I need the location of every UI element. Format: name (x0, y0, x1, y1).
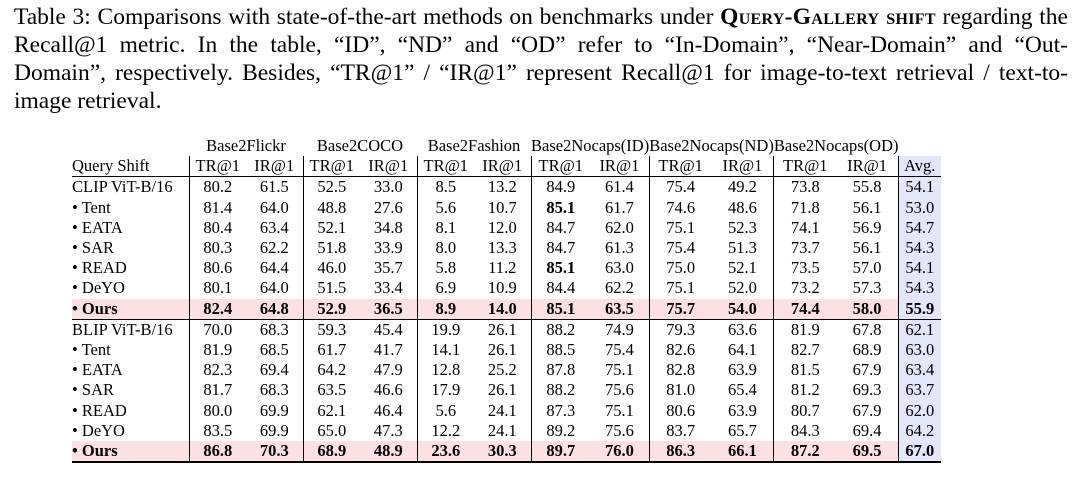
table-cell: 51.8 (303, 238, 360, 258)
table-cell: 58.0 (836, 299, 898, 320)
table-cell: 27.6 (373, 197, 403, 217)
table-cell: 51.3 (728, 238, 757, 258)
table-cell: 8.0 (417, 238, 474, 258)
table-cell: 88.2 (531, 319, 590, 340)
table-cell: 64.0 (259, 278, 289, 298)
avg-cell: 53.0 (899, 198, 941, 218)
avg-cell: 54.1 (899, 177, 941, 198)
row-label: • Tent (72, 340, 111, 360)
table-cell: 47.9 (373, 360, 403, 380)
table-cell: 74.4 (774, 299, 836, 320)
sub-header: TR@1 (531, 156, 590, 177)
avg-cell: 54.3 (899, 238, 941, 258)
table-cell: 62.1 (303, 401, 360, 421)
table-cell: 80.7 (774, 401, 836, 421)
table-cell: 62.2 (259, 238, 289, 258)
table-cell: 62.2 (604, 278, 634, 298)
table-cell: 73.2 (774, 278, 836, 298)
caption-shift-name: Query-Gallery shift (720, 4, 936, 30)
table-cell: 5.6 (417, 198, 474, 218)
table-cell: 8.5 (417, 177, 474, 198)
table-cell: 69.9 (259, 400, 289, 420)
table-cell: 69.4 (852, 420, 882, 440)
table-cell: 79.3 (649, 319, 711, 340)
table-cell: 25.2 (487, 360, 517, 380)
group-header: Base2Fashion (427, 136, 521, 155)
method-row (72, 278, 941, 298)
table-cell: 82.4 (189, 299, 246, 320)
method-row (72, 340, 941, 360)
table-cell: 19.9 (417, 319, 474, 340)
table-cell: 59.3 (303, 319, 360, 340)
row-label: • EATA (72, 217, 123, 237)
table-cell: 35.7 (373, 258, 403, 278)
table-cell: 64.1 (728, 340, 757, 360)
group-header: Base2Nocaps(OD) (773, 136, 899, 155)
table-cell: 36.5 (360, 299, 417, 320)
table-cell: 49.2 (728, 177, 757, 197)
table-cell: 52.1 (728, 258, 757, 278)
table-cell: 68.3 (259, 380, 289, 400)
method-row (72, 401, 941, 421)
table-cell: 56.1 (852, 238, 882, 258)
avg-header: Avg. (899, 156, 941, 177)
table-cell: 65.7 (728, 420, 757, 440)
table-cell: 82.6 (649, 340, 711, 360)
table-cell: 26.1 (474, 319, 531, 340)
table-cell: 57.3 (852, 278, 882, 298)
table-cell: 89.7 (531, 441, 590, 462)
sub-header: TR@1 (189, 156, 246, 177)
table-cell: 69.5 (836, 441, 898, 462)
table-cell: 6.9 (417, 278, 474, 298)
avg-cell: 63.4 (899, 360, 941, 380)
table-cell: 23.6 (417, 441, 474, 462)
table-cell: 75.7 (649, 299, 711, 320)
method-row (72, 198, 941, 218)
table-cell: 69.4 (259, 360, 289, 380)
caption-text-2: regarding the Recall@1 metric. In the table, “ID”, “ND” and “OD” refer to “In-Domain”, “Near-Domain” and “Out-Domain”, respectively. Besides, “TR@1” / “IR@1” represent Recall@1 for image-to-text retrieval / text-to-image retrieval. (14, 4, 1068, 114)
table-cell: 75.1 (649, 278, 711, 298)
table-cell: 33.9 (373, 238, 403, 258)
table-cell: 54.0 (712, 299, 774, 320)
avg-cell: 63.7 (899, 380, 941, 400)
table-cell: 81.0 (649, 380, 711, 400)
table-cell: 82.3 (189, 360, 246, 380)
table-cell: 14.1 (417, 340, 474, 360)
table-cell: 61.7 (303, 340, 360, 360)
row-label: • READ (72, 400, 127, 420)
baseline-row (72, 319, 941, 340)
table-cell: 74.6 (649, 198, 711, 218)
row-label: • DeYO (72, 278, 125, 298)
table-cell: 68.3 (246, 319, 303, 340)
row-label: • Ours (72, 299, 189, 320)
table-cell: 17.9 (417, 380, 474, 400)
row-label: • SAR (72, 238, 114, 258)
avg-cell: 62.0 (899, 401, 941, 421)
table-cell: 73.8 (774, 177, 836, 198)
table-cell: 85.1 (531, 258, 590, 278)
avg-cell: 67.0 (899, 441, 941, 462)
method-row (72, 421, 941, 441)
table-cell: 83.7 (649, 421, 711, 441)
table-cell: 14.0 (474, 299, 531, 320)
sub-header: TR@1 (774, 156, 836, 177)
table-cell: 75.1 (604, 360, 634, 380)
table-cell: 81.5 (774, 360, 836, 380)
table-cell: 52.5 (303, 177, 360, 198)
table-cell: 11.2 (488, 258, 517, 278)
table-cell: 63.9 (728, 360, 757, 380)
table-cell: 75.0 (649, 258, 711, 278)
table-cell: 81.2 (774, 380, 836, 400)
row-label: • SAR (72, 380, 114, 400)
sub-header: IR@1 (246, 156, 303, 177)
row-header: Query Shift (72, 156, 189, 177)
method-row (72, 380, 941, 400)
table-cell: 70.3 (246, 441, 303, 462)
table-cell: 68.9 (303, 441, 360, 462)
table-cell: 82.8 (649, 360, 711, 380)
results-table (72, 136, 941, 463)
table-cell: 85.1 (531, 198, 590, 218)
table-cell: 34.8 (373, 217, 403, 237)
table-cell: 63.9 (728, 400, 757, 420)
table-cell: 67.9 (852, 360, 882, 380)
blip-section (72, 319, 941, 462)
table-cell: 5.8 (417, 258, 474, 278)
table-cell: 13.3 (487, 238, 517, 258)
table-cell: 75.1 (604, 400, 634, 420)
table-cell: 64.8 (246, 299, 303, 320)
table-cell: 10.9 (487, 278, 517, 298)
avg-cell: 54.3 (899, 278, 941, 298)
row-label: BLIP ViT-B/16 (72, 319, 189, 340)
table-cell: 75.1 (649, 218, 711, 238)
table-cell: 63.5 (303, 380, 360, 400)
table-cell: 75.6 (604, 420, 634, 440)
sub-header: TR@1 (417, 156, 474, 177)
table-cell: 52.1 (303, 218, 360, 238)
table-cell: 52.0 (728, 278, 757, 298)
table-cell: 55.8 (852, 177, 882, 197)
table-cell: 87.2 (774, 441, 836, 462)
sub-header: IR@1 (590, 156, 649, 177)
group-header: Base2Nocaps(ID) (531, 136, 650, 155)
group-header: Base2COCO (316, 136, 404, 155)
table-cell: 24.1 (487, 420, 517, 440)
table-cell: 63.6 (712, 319, 774, 340)
table-cell: 63.0 (604, 258, 634, 278)
table-cell: 80.4 (189, 218, 246, 238)
row-label: • DeYO (72, 420, 125, 440)
table-cell: 80.0 (189, 401, 246, 421)
method-row (72, 218, 941, 238)
table-cell: 81.4 (189, 198, 246, 218)
table-cell: 62.0 (604, 217, 634, 237)
method-row (72, 299, 941, 320)
table-cell: 65.4 (728, 380, 757, 400)
sub-header: IR@1 (836, 156, 898, 177)
baseline-row (72, 177, 941, 198)
row-label: • Tent (72, 197, 111, 217)
table-cell: 84.4 (531, 278, 590, 298)
table-cell: 88.2 (531, 380, 590, 400)
table-cell: 56.1 (852, 197, 882, 217)
row-label: • READ (72, 258, 127, 278)
table-cell: 84.9 (531, 177, 590, 198)
table-cell: 89.2 (531, 421, 590, 441)
table-cell: 84.3 (774, 421, 836, 441)
table-cell: 84.7 (531, 238, 590, 258)
table-cell: 86.3 (649, 441, 711, 462)
table-cell: 81.9 (774, 319, 836, 340)
table-cell: 48.8 (303, 198, 360, 218)
table-cell: 74.9 (590, 319, 649, 340)
table-cell: 80.6 (649, 401, 711, 421)
table-cell: 88.5 (531, 340, 590, 360)
sub-header: IR@1 (474, 156, 531, 177)
table-cell: 8.1 (417, 218, 474, 238)
avg-cell: 62.1 (899, 319, 941, 340)
table-cell: 45.4 (360, 319, 417, 340)
table-cell: 46.6 (373, 380, 403, 400)
table-cell: 70.0 (189, 319, 246, 340)
table-cell: 61.5 (259, 177, 289, 197)
table-cell: 48.6 (728, 197, 757, 217)
avg-cell: 63.0 (899, 340, 941, 360)
caption-text-1: Table 3: Comparisons with state-of-the-art methods on benchmarks under (14, 4, 721, 30)
table-cell: 12.0 (487, 217, 517, 237)
table-cell: 81.9 (189, 340, 246, 360)
table-cell: 75.4 (649, 177, 711, 198)
table-cell: 64.0 (259, 197, 289, 217)
table-cell: 68.9 (852, 340, 882, 360)
row-label: • Ours (72, 441, 189, 462)
method-row (72, 360, 941, 380)
table-cell: 26.1 (487, 380, 517, 400)
avg-cell: 55.9 (899, 299, 941, 320)
table-cell: 8.9 (417, 299, 474, 320)
sub-header: TR@1 (303, 156, 360, 177)
table-cell: 68.5 (259, 340, 289, 360)
table-cell: 51.5 (303, 278, 360, 298)
table-cell: 41.7 (373, 340, 403, 360)
avg-cell: 64.2 (899, 421, 941, 441)
table-cell: 67.8 (836, 319, 898, 340)
table-cell: 5.6 (417, 401, 474, 421)
table-cell: 52.3 (728, 217, 757, 237)
table-cell: 64.4 (259, 258, 289, 278)
table-cell: 83.5 (189, 421, 246, 441)
table-cell: 12.8 (417, 360, 474, 380)
table-cell: 52.9 (303, 299, 360, 320)
sub-header: IR@1 (360, 156, 417, 177)
table-cell: 82.7 (774, 340, 836, 360)
method-row (72, 238, 941, 258)
table-cell: 86.8 (189, 441, 246, 462)
table-cell: 80.6 (189, 258, 246, 278)
table-cell: 47.3 (373, 420, 403, 440)
table-cell: 24.1 (487, 400, 517, 420)
table-cell: 61.4 (604, 177, 634, 197)
table-cell: 81.7 (189, 380, 246, 400)
row-label: • EATA (72, 360, 123, 380)
table-cell: 13.2 (487, 177, 517, 197)
table-cell: 84.7 (531, 218, 590, 238)
method-row (72, 441, 941, 462)
table-cell: 57.0 (852, 258, 882, 278)
table-cell: 63.5 (590, 299, 649, 320)
avg-cell: 54.7 (899, 218, 941, 238)
table-cell: 46.4 (373, 400, 403, 420)
table-cell: 48.9 (360, 441, 417, 462)
row-label: CLIP ViT-B/16 (72, 177, 173, 197)
avg-cell: 54.1 (899, 258, 941, 278)
group-header: Base2Nocaps(ND) (649, 136, 774, 155)
table-cell: 73.7 (774, 238, 836, 258)
table-cell: 80.3 (189, 238, 246, 258)
table-caption (14, 3, 1068, 115)
table-cell: 73.5 (774, 258, 836, 278)
table-cell: 33.0 (373, 177, 403, 197)
sub-header: IR@1 (712, 156, 774, 177)
table-cell: 12.2 (417, 421, 474, 441)
group-header: Base2Flickr (206, 136, 286, 155)
table-cell: 69.9 (259, 420, 289, 440)
table-cell: 80.1 (189, 278, 246, 298)
table-cell: 67.9 (852, 400, 882, 420)
group-header-row (72, 136, 941, 156)
table-cell: 75.4 (604, 340, 634, 360)
table-cell: 69.3 (852, 380, 882, 400)
table-cell: 63.4 (259, 217, 289, 237)
table-cell: 85.1 (531, 299, 590, 320)
table-cell: 46.0 (303, 258, 360, 278)
method-row (72, 258, 941, 278)
table-cell: 33.4 (373, 278, 403, 298)
table-cell: 61.7 (604, 197, 634, 217)
table-cell: 75.4 (649, 238, 711, 258)
table-cell: 10.7 (487, 197, 517, 217)
table-cell: 65.0 (303, 421, 360, 441)
table-cell: 64.2 (303, 360, 360, 380)
sub-header-row (72, 156, 941, 177)
table-cell: 71.8 (774, 198, 836, 218)
table-cell: 75.6 (604, 380, 634, 400)
table-cell: 26.1 (487, 340, 517, 360)
table-cell: 87.8 (531, 360, 590, 380)
table-cell: 87.3 (531, 401, 590, 421)
table-cell: 80.2 (189, 177, 246, 198)
clip-section (72, 177, 941, 319)
sub-header: TR@1 (649, 156, 711, 177)
table-cell: 56.9 (852, 217, 882, 237)
table-cell: 66.1 (712, 441, 774, 462)
table-cell: 74.1 (774, 218, 836, 238)
table-cell: 30.3 (474, 441, 531, 462)
table-cell: 76.0 (590, 441, 649, 462)
table-cell: 61.3 (604, 238, 634, 258)
